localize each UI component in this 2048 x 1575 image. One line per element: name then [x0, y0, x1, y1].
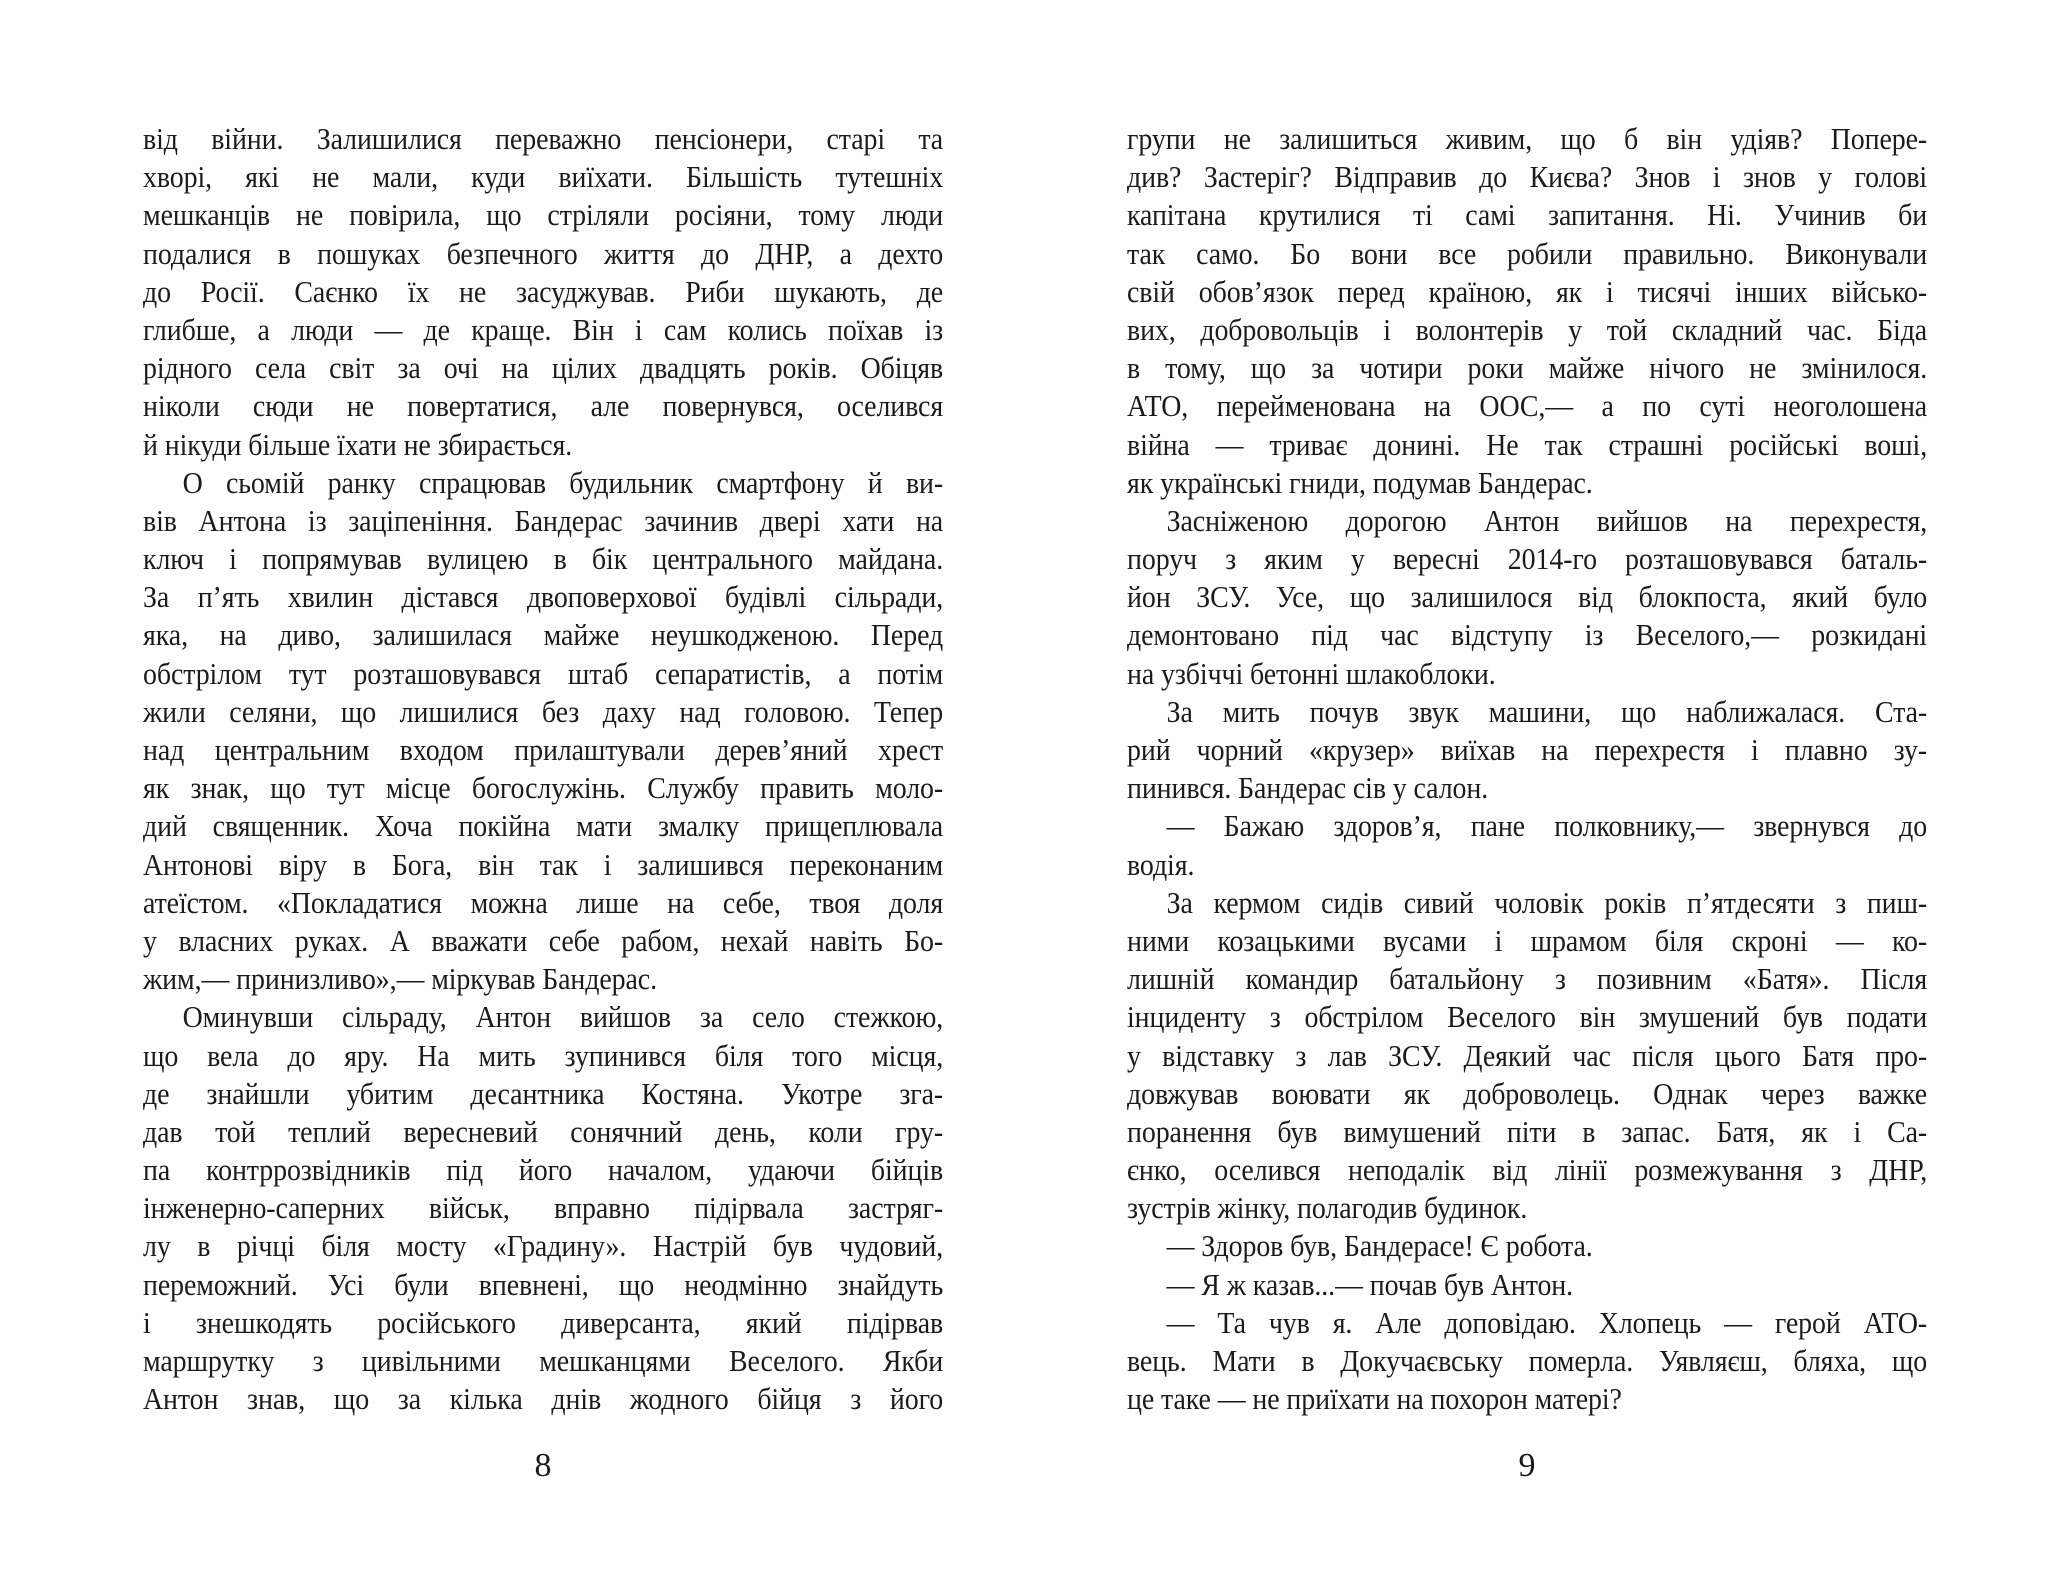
text-line: у відставку з лав ЗСУ. Деякий час після цього Батя про- [1127, 1037, 1928, 1073]
text-line: За п’ять хвилин дістався двоповерхової будівлі сільради, [143, 579, 944, 615]
text-line: довжував воювати як доброволець. Однак через важке [1127, 1075, 1928, 1111]
right-page-text-column [1127, 120, 1927, 1418]
text-line: інциденту з обстрілом Веселого він змушений був подати [1127, 999, 1928, 1035]
text-line: див? Застеріг? Відправив до Києва? Знов і знов у голові [1127, 159, 1928, 195]
text-line: вів Антона із заціпеніння. Бандерас зачинив двері хати на [143, 502, 944, 538]
text-line: ключ і попрямував вулицею в бік центрального майдана. [143, 541, 944, 577]
text-line: яка, на диво, залишилася майже неушкодженою. Перед [143, 617, 944, 653]
left-page-text-column [143, 120, 943, 1418]
text-line: ніколи сюди не повертатися, але повернувся, оселився [143, 388, 944, 424]
text-line: Оминувши сільраду, Антон вийшов за село стежкою, [182, 999, 944, 1035]
text-line: переможний. Усі були впевнені, що неодмінно знайдуть [143, 1266, 944, 1302]
text-line: поруч з яким у вересні 2014-го розташовувався баталь- [1127, 541, 1928, 577]
text-line: дав той теплий вересневий сонячний день, коли гру- [143, 1113, 944, 1149]
text-line: За мить почув звук машини, що наближалася. Ста- [1166, 693, 1928, 729]
right-page-number: 9 [1518, 1447, 1536, 1484]
text-line: у власних руках. А вважати себе рабом, нехай навіть Бо- [143, 922, 944, 958]
text-line: до Росії. Саєнко їх не засуджував. Риби шукають, де [143, 273, 944, 309]
text-line: дий священник. Хоча покійна мати змалку прищеплювала [143, 808, 944, 844]
text-line: інженерно-саперних військ, вправно підірвала застряг- [143, 1190, 944, 1226]
text-line: свій обов’язок перед країною, як і тисячі інших військо- [1127, 273, 1928, 309]
text-line: глибше, а люди — де краще. Він і сам колись поїхав із [143, 311, 944, 347]
text-line: АТО, перейменована на ООС,— а по суті неоголошена [1127, 388, 1928, 424]
text-line: зустрів жінку, полагодив будинок. [1127, 1190, 1528, 1226]
text-line: атеїстом. «Покладатися можна лише на себе, твоя доля [143, 884, 944, 920]
text-line: жим,— принизливо»,— міркував Бандерас. [143, 961, 657, 997]
text-line: рий чорний «крузер» виїхав на перехрестя і плавно зу- [1127, 732, 1928, 767]
text-line: капітана крутилися ті самі запитання. Ні. Учинив би [1127, 197, 1928, 233]
text-line: пинився. Бандерас сів у салон. [1127, 770, 1489, 806]
text-line: мешканців не повірила, що стріляли росіяни, тому люди [143, 197, 944, 233]
text-line: водія. [1127, 846, 1195, 882]
text-line: — Та чув я. Але доповідаю. Хлопець — герой АТО- [1166, 1304, 1928, 1340]
text-line: групи не залишиться живим, що б він удіяв? Попере- [1127, 121, 1928, 156]
text-line: в тому, що за чотири роки майже нічого не змінилося. [1127, 350, 1928, 386]
text-line: і знешкодять російського диверсанта, який підірвав [143, 1304, 944, 1340]
text-line: хворі, які не мали, куди виїхати. Більшість тутешніх [143, 159, 944, 195]
text-line: О сьомій ранку спрацював будильник смартфону й ви- [182, 464, 944, 500]
text-line: маршрутку з цивільними мешканцями Веселого. Якби [143, 1343, 944, 1378]
text-line: де знайшли убитим десантника Костяна. Укотре зга- [143, 1075, 944, 1111]
text-line: За кермом сидів сивий чоловік років п’ятдесяти з пиш- [1166, 884, 1928, 920]
text-line: — Здоров був, Бандерасе! Є робота. [1166, 1228, 1593, 1264]
text-line: ними козацькими вусами і шрамом біля скроні — ко- [1127, 922, 1928, 958]
text-line: лу в річці біля мосту «Градину». Настрій був чудовий, [143, 1228, 944, 1264]
text-line: на узбіччі бетонні шлакоблоки. [1127, 655, 1496, 691]
text-line: як українські гниди, подумав Бандерас. [1127, 464, 1593, 500]
text-line: так само. Бо вони все робили правильно. Виконували [1127, 235, 1928, 271]
text-line: демонтовано під час відступу із Веселого,— розкидані [1127, 617, 1928, 653]
text-line: подалися в пошуках безпечного життя до ДНР, а дехто [143, 235, 944, 271]
text-line: лишній командир батальйону з позивним «Батя». Після [1127, 961, 1928, 997]
text-line: па контррозвідників під його началом, удаючи бійців [143, 1152, 944, 1188]
text-line: Антон знав, що за кілька днів жодного бійця з його [143, 1381, 944, 1417]
text-line: Антонові віру в Бога, він так і залишився переконаним [143, 846, 944, 882]
left-page-number: 8 [534, 1447, 552, 1484]
text-line: — Бажаю здоров’я, пане полковнику,— звернувся до [1166, 808, 1928, 844]
text-line: жили селяни, що лишилися без даху над головою. Тепер [143, 693, 944, 729]
text-line: обстрілом тут розташовувався штаб сепаратистів, а потім [143, 655, 944, 691]
text-line: що вела до яру. На мить зупинився біля того місця, [143, 1037, 944, 1073]
text-line: поранення був вимушений піти в запас. Батя, як і Са- [1127, 1113, 1928, 1149]
text-line: над центральним входом прилаштували дерев’яний хрест [143, 732, 944, 767]
text-line: рідного села світ за очі на цілих двадцять років. Обіцяв [143, 350, 944, 386]
text-line: вець. Мати в Докучаєвську померла. Уявляєш, бляха, що [1127, 1343, 1928, 1378]
text-line: від війни. Залишилися переважно пенсіонери, старі та [143, 121, 944, 156]
text-line: це таке — не приїхати на похорон матері? [1127, 1381, 1622, 1417]
text-line: — Я ж казав...— почав був Антон. [1166, 1266, 1574, 1302]
text-line: єнко, оселився неподалік від лінії розмежування з ДНР, [1127, 1152, 1928, 1188]
text-line: й нікуди більше їхати не збирається. [143, 426, 573, 462]
text-line: йон ЗСУ. Усе, що залишилося від блокпоста, який було [1127, 579, 1928, 615]
text-line: війна — триває донині. Не так страшні російські воші, [1127, 426, 1928, 462]
text-line: як знак, що тут місце богослужінь. Службу править моло- [143, 770, 944, 806]
text-line: Засніженою дорогою Антон вийшов на перехрестя, [1166, 502, 1928, 538]
text-line: вих, добровольців і волонтерів у той складний час. Біда [1127, 311, 1928, 347]
